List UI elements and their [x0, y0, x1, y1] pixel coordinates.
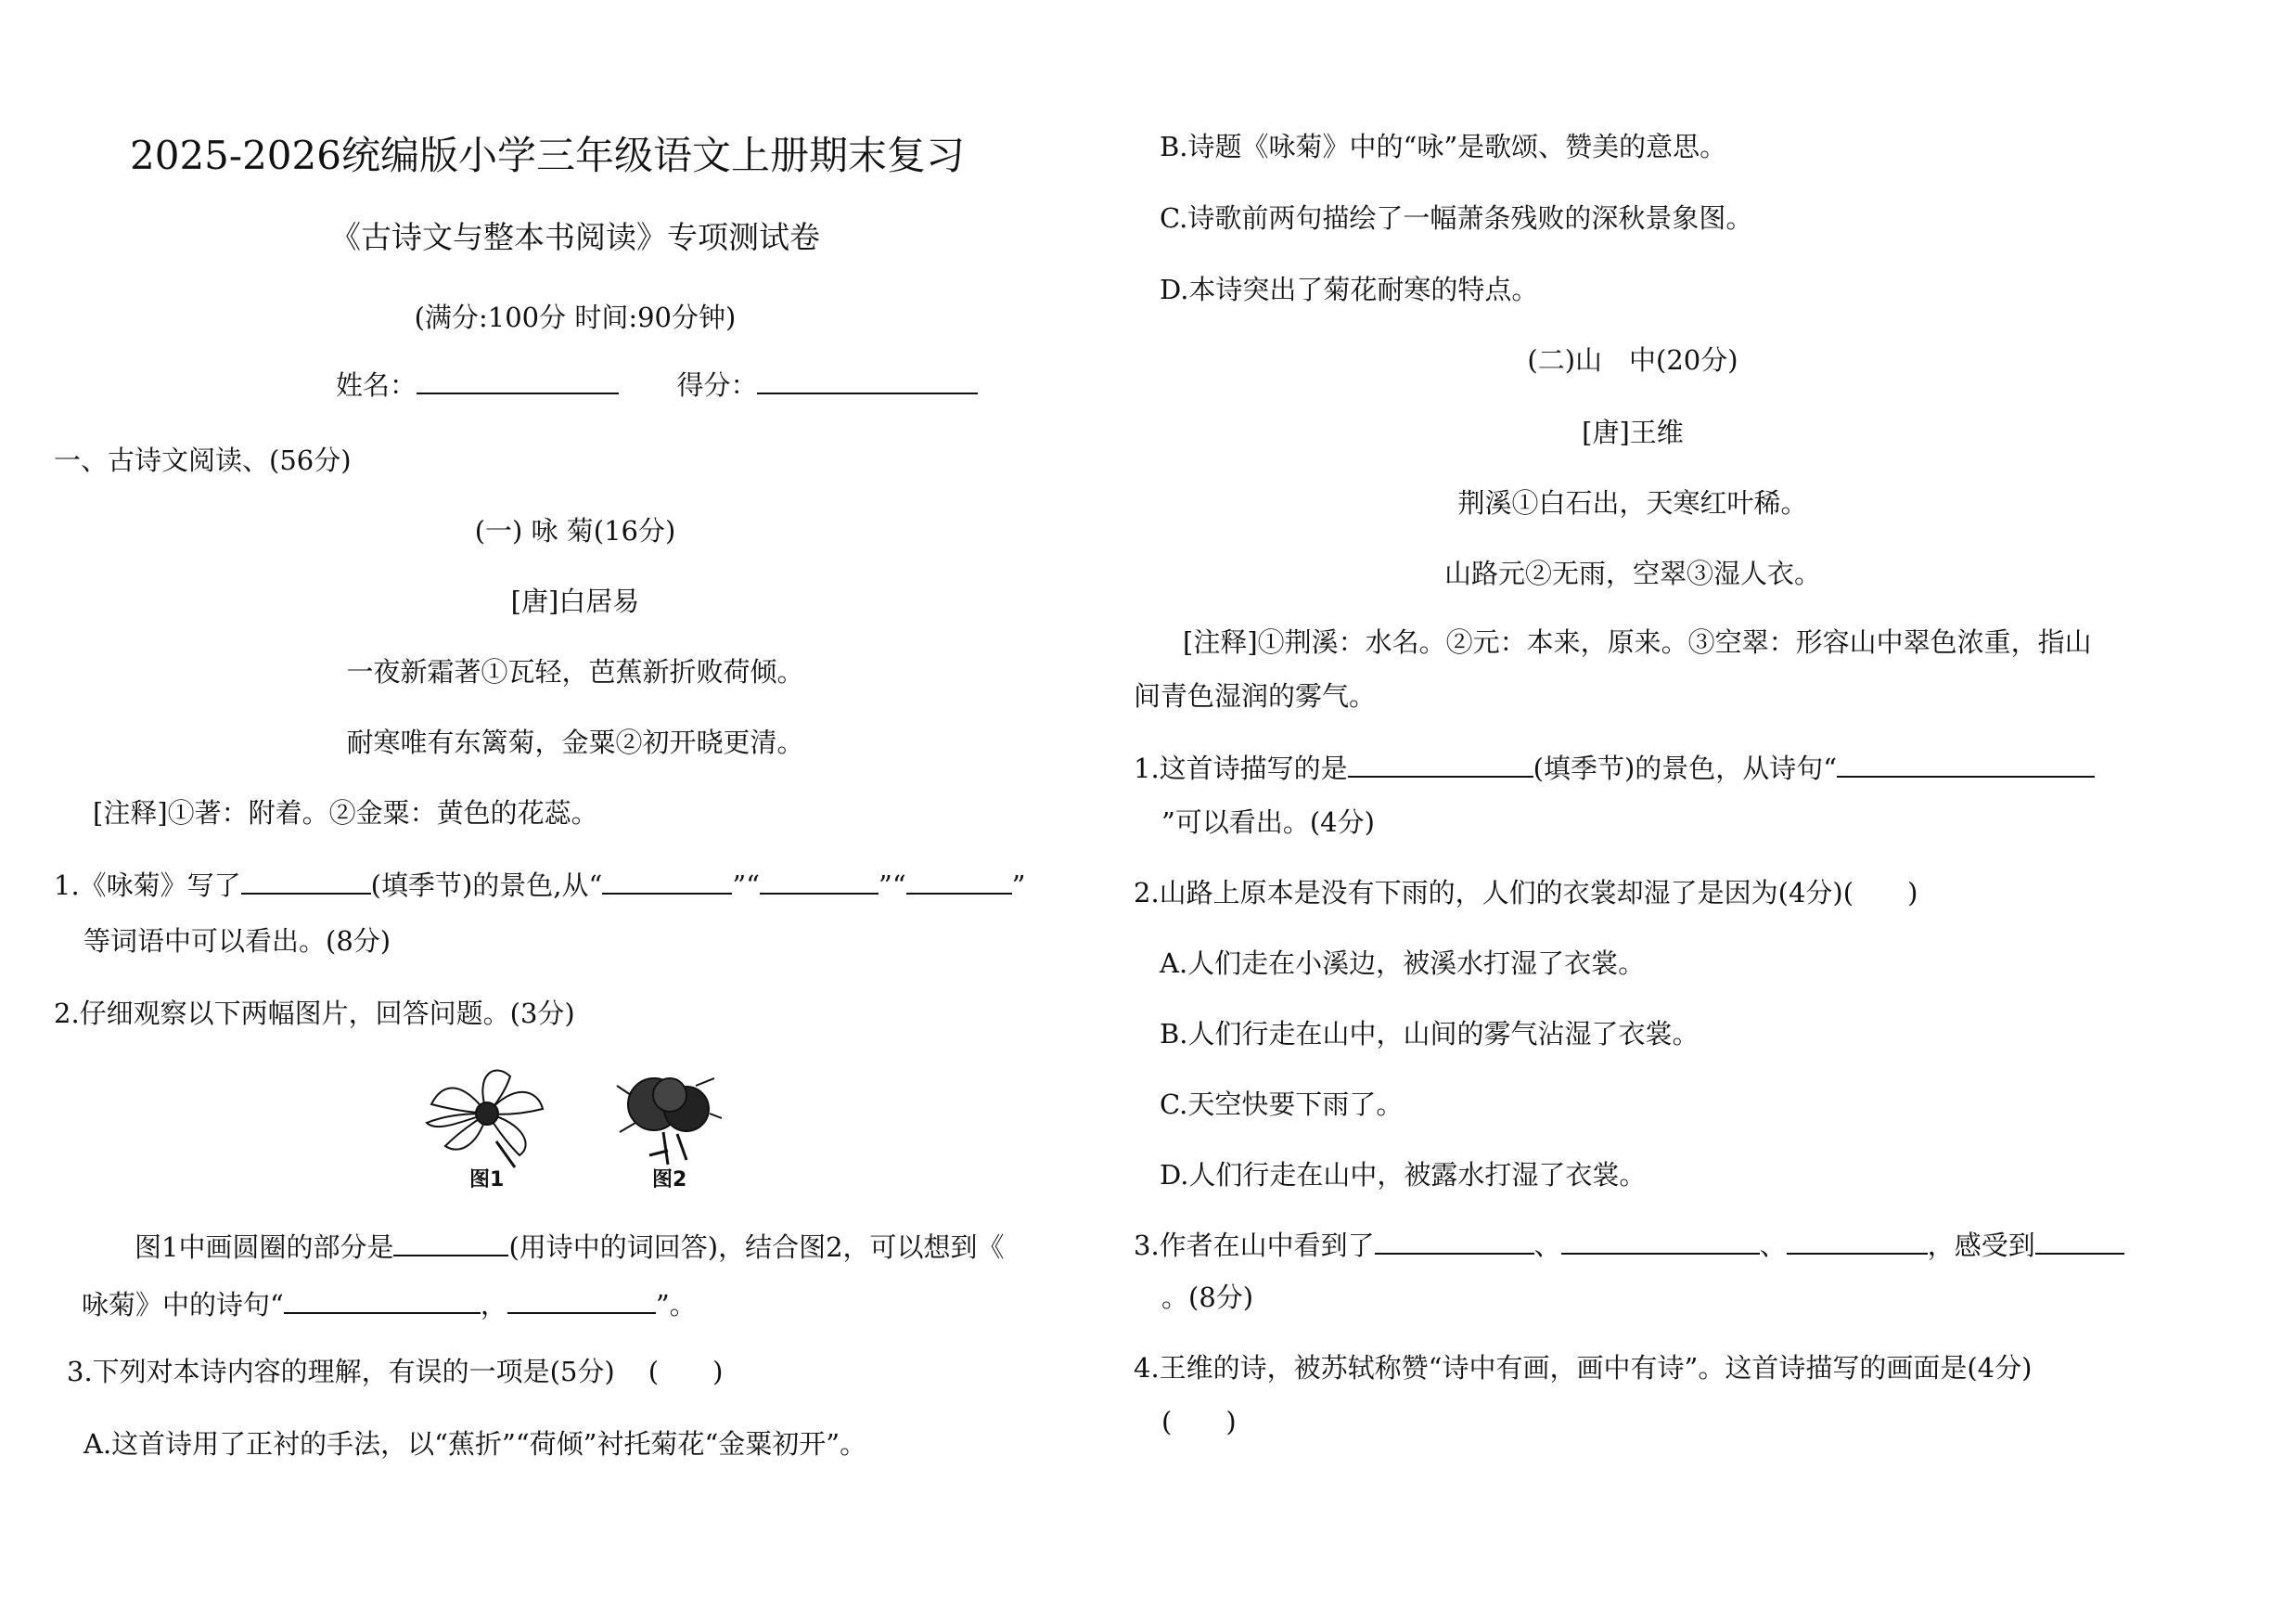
- left-q1-line1: [54, 865, 1026, 904]
- left-q2-blank-verse1[interactable]: [284, 1284, 481, 1314]
- poem2-note-line2: 间青色湿润的雾气。: [1134, 680, 1377, 712]
- right-q4-answer-paren[interactable]: ( ): [1161, 1406, 1237, 1437]
- right-q3-blank-1[interactable]: [1375, 1225, 1534, 1255]
- poem2-line2: 山路元②无雨，空翠③湿人衣。: [1443, 558, 1821, 589]
- left-q2-text-d: ，: [480, 1289, 507, 1320]
- poem1-author: [唐]白居易: [510, 586, 640, 617]
- page-title: 2025-2026统编版小学三年级语文上册期末复习: [130, 133, 965, 178]
- section-heading: 一、古诗文阅读、(56分): [54, 444, 352, 476]
- right-q3-line1: [1134, 1225, 2124, 1264]
- right-q2-option-a: A.人们走在小溪边，被溪水打湿了衣裳。: [1160, 947, 1646, 979]
- page-subtitle: 《古诗文与整本书阅读》专项测试卷: [330, 219, 820, 255]
- left-q3-answer-paren[interactable]: ( ): [648, 1356, 724, 1387]
- poem2-title: (二)山 中(20分): [1527, 344, 1738, 376]
- left-q2-text-c: 咏菊》中的诗句“: [82, 1289, 284, 1320]
- left-q3-option-a: A.这首诗用了正衬的手法，以“蕉折”“荷倾”衬托菊花“金粟初开”。: [83, 1428, 867, 1460]
- left-q1-text-e: ”: [1011, 869, 1026, 901]
- name-score-row: [336, 365, 978, 404]
- poem1-line2: 耐寒唯有东篱菊，金粟②初开晓更清。: [346, 727, 804, 758]
- left-q2-line2: [82, 1284, 697, 1323]
- name-blank[interactable]: [417, 365, 619, 394]
- right-q1-line1: [1134, 748, 2095, 787]
- left-q3-stem: 3.下列对本诗内容的理解，有误的一项是(5分): [67, 1356, 615, 1387]
- left-q2-stem: 2.仔细观察以下两幅图片，回答问题。(3分): [54, 998, 575, 1029]
- chrysanthemum-figure-2: [612, 1067, 724, 1169]
- left-q2-blank-verse2[interactable]: [507, 1284, 656, 1314]
- right-q3-option-b: B.诗题《咏菊》中的“咏”是歌颂、赞美的意思。: [1160, 131, 1727, 162]
- left-q1-text-a: 1.《咏菊》写了: [54, 869, 241, 901]
- left-q2-blank-circle[interactable]: [393, 1227, 508, 1256]
- left-q2-text-a: 图1中画圆圈的部分是: [135, 1231, 394, 1263]
- poem2-line1: 荆溪①白石出，天寒红叶稀。: [1457, 487, 1808, 519]
- left-q2-text-b: (用诗中的词回答)，结合图2，可以想到《: [508, 1231, 1005, 1263]
- right-q1-text-b: (填季节)的景色，从诗句“: [1533, 753, 1838, 784]
- right-q2-stem: 2.山路上原本是没有下雨的，人们的衣裳却湿了是因为(4分)( ): [1134, 877, 1918, 908]
- right-q1-text-a: 1.这首诗描写的是: [1134, 753, 1348, 784]
- right-q3-blank-3[interactable]: [1787, 1225, 1928, 1255]
- figure-1-label: 图1: [469, 1168, 505, 1191]
- name-label: 姓名：: [336, 369, 417, 401]
- right-q3-sep2: 、: [1759, 1230, 1787, 1261]
- left-q1-blank-word1[interactable]: [602, 865, 732, 895]
- left-q1-blank-word3[interactable]: [906, 865, 1012, 895]
- left-q1-line2: 等词语中可以看出。(8分): [83, 925, 391, 957]
- right-q2-option-d: D.人们行走在山中，被露水打湿了衣裳。: [1160, 1159, 1647, 1191]
- left-q1-blank-word2[interactable]: [760, 865, 879, 895]
- poem2-author: [唐]王维: [1582, 417, 1684, 448]
- right-q3-text-a: 3.作者在山中看到了: [1134, 1230, 1375, 1261]
- exam-meta: (满分:100分 时间:90分钟): [414, 302, 737, 333]
- right-q2-option-b: B.人们行走在山中，山间的雾气沾湿了衣裳。: [1160, 1018, 1700, 1050]
- right-q1-blank-verse[interactable]: [1837, 748, 2095, 778]
- chrysanthemum-figure-1: [422, 1058, 552, 1169]
- right-q2-option-c: C.天空快要下雨了。: [1160, 1088, 1404, 1120]
- left-q3-line: [67, 1353, 723, 1390]
- right-q3-blank-2[interactable]: [1561, 1225, 1760, 1255]
- right-q3-option-c: C.诗歌前两句描绘了一幅萧条残败的深秋景象图。: [1160, 202, 1753, 234]
- right-q1-blank-season[interactable]: [1348, 748, 1533, 778]
- poem1-line1: 一夜新霜著①瓦轻，芭蕉新折败荷倾。: [346, 656, 804, 688]
- score-blank[interactable]: [757, 365, 978, 394]
- left-q2-line1: [135, 1227, 1005, 1266]
- left-q2-text-e: ”。: [655, 1289, 697, 1320]
- right-q3-option-d: D.本诗突出了菊花耐寒的特点。: [1160, 274, 1539, 305]
- right-q1-line2: ”可以看出。(4分): [1161, 806, 1375, 838]
- poem2-note-line1: [注释]①荆溪：水名。②元：本来，原来。③空翠：形容山中翠色浓重，指山: [1183, 626, 2092, 658]
- right-q3-blank-4[interactable]: [2035, 1225, 2124, 1255]
- left-q1-blank-season[interactable]: [241, 865, 371, 895]
- poem1-title: (一) 咏 菊(16分): [474, 515, 676, 547]
- right-q3-sep1: 、: [1533, 1230, 1561, 1261]
- right-q4-stem: 4.王维的诗，被苏轼称赞“诗中有画，画中有诗”。这首诗描写的画面是(4分): [1134, 1352, 2033, 1384]
- right-q3-line2: 。(8分): [1161, 1282, 1254, 1313]
- left-q1-text-d: ”“: [879, 869, 906, 901]
- poem1-note: [注释]①著：附着。②金粟：黄色的花蕊。: [93, 797, 598, 829]
- right-q3-text-b: ，感受到: [1927, 1230, 2035, 1261]
- left-q1-text-b: (填季节)的景色,从“: [370, 869, 603, 901]
- figure-2-label: 图2: [652, 1168, 687, 1191]
- score-label: 得分：: [676, 369, 758, 401]
- left-q1-text-c: ”“: [732, 869, 761, 901]
